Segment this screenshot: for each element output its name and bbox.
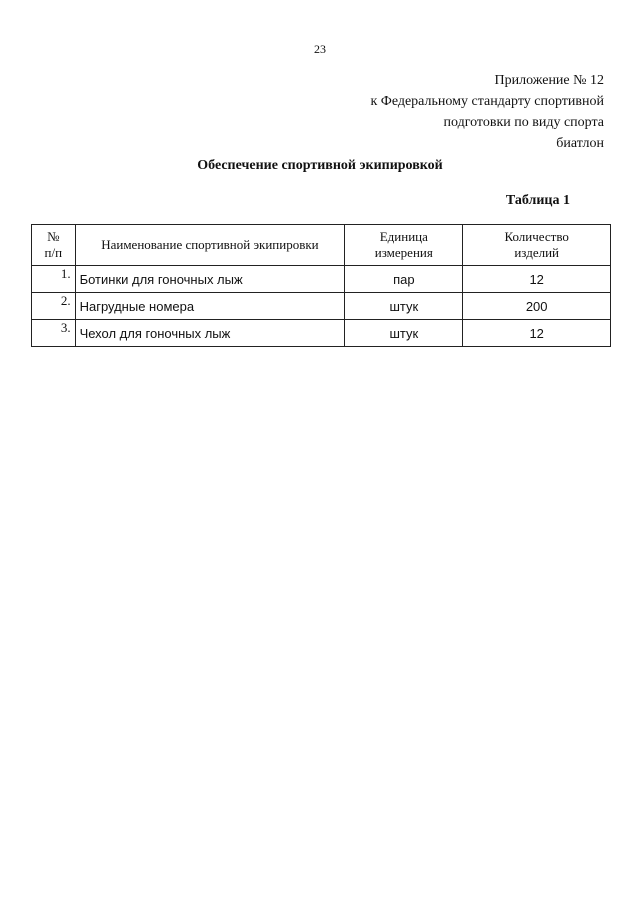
row-unit: штук (345, 320, 463, 347)
page-number: 23 (314, 42, 326, 56)
row-number: 3. (32, 320, 76, 347)
table-caption: Таблица 1 (505, 193, 570, 208)
row-quantity: 12 (463, 266, 611, 293)
header-unit: Единица измерения (345, 225, 463, 266)
table-row (32, 266, 611, 293)
appendix-line-3: подготовки по виду спорта (443, 115, 604, 130)
header-name: Наименование спортивной экипировки (75, 225, 345, 266)
row-quantity: 12 (463, 320, 611, 347)
row-name: Ботинки для гоночных лыж (75, 266, 345, 293)
row-unit: пар (345, 266, 463, 293)
table-row (32, 293, 611, 320)
row-quantity: 200 (463, 293, 611, 320)
row-unit: штук (345, 293, 463, 320)
appendix-header (370, 70, 604, 154)
row-name: Чехол для гоночных лыж (75, 320, 345, 347)
table-header-row (32, 225, 611, 266)
row-number: 1. (32, 266, 76, 293)
header-number: № п/п (32, 225, 76, 266)
appendix-line-2: к Федеральному стандарту спортивной (370, 94, 604, 109)
equipment-table (31, 224, 611, 347)
appendix-line-1: Приложение № 12 (494, 73, 604, 88)
header-quantity: Количество изделий (463, 225, 611, 266)
appendix-line-4: биатлон (556, 136, 604, 151)
row-number: 2. (32, 293, 76, 320)
table-row (32, 320, 611, 347)
document-title: Обеспечение спортивной экипировкой (197, 158, 443, 173)
row-name: Нагрудные номера (75, 293, 345, 320)
